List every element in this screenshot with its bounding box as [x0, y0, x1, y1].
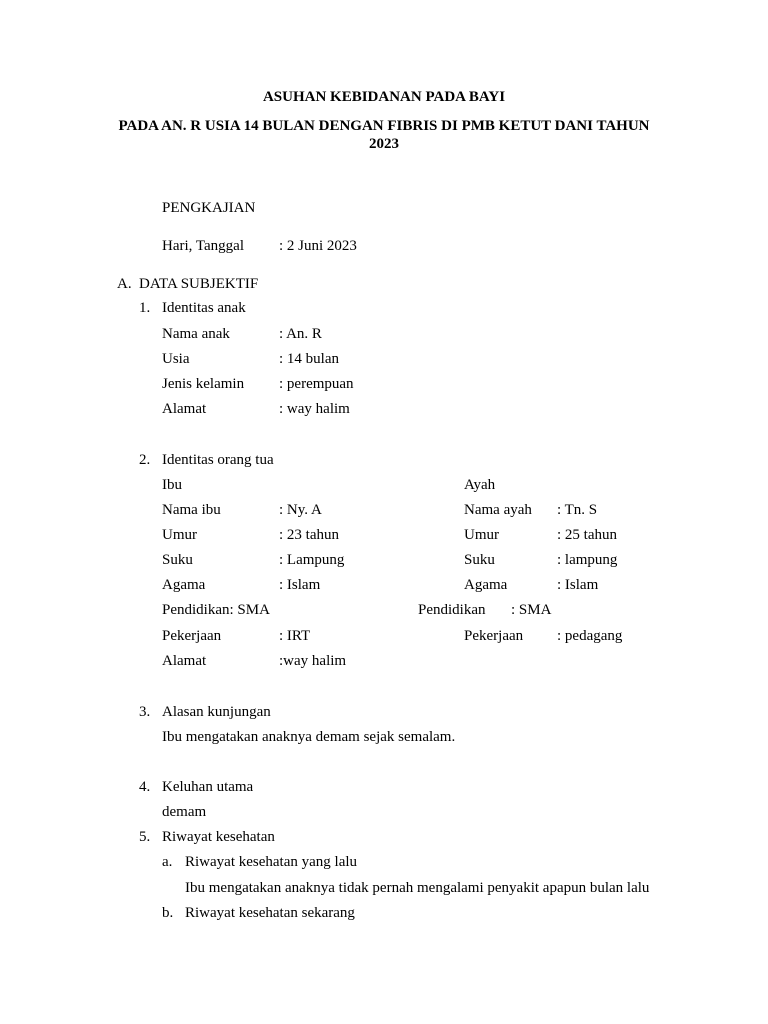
field-label: Jenis kelamin — [162, 376, 245, 392]
date-value: : 2 Juni 2023 — [279, 238, 357, 254]
field-value: : An. R — [279, 326, 322, 342]
ibu-agama-label: Agama — [162, 577, 206, 593]
document-subtitle: PADA AN. R USIA 14 BULAN DENGAN FIBRIS DI PMB KETUT DANI TAHUN — [118, 118, 650, 134]
item-5-number: 5. — [139, 829, 151, 845]
item-4-title: Keluhan utama — [162, 779, 254, 795]
subitem-a-title: Riwayat kesehatan yang lalu — [185, 854, 358, 870]
field-value: : way halim — [279, 401, 350, 417]
ayah-agama-label: Agama — [464, 577, 508, 593]
item-1-title: Identitas anak — [162, 300, 246, 316]
ayah-heading: Ayah — [464, 477, 496, 493]
ibu-suku-label: Suku — [162, 552, 193, 568]
ayah-nama-value: : Tn. S — [557, 502, 598, 518]
subitem-b-marker: b. — [162, 905, 174, 921]
ayah-umur-label: Umur — [464, 527, 499, 543]
ibu-agama-value: : Islam — [279, 577, 321, 593]
field-label: Nama anak — [162, 326, 230, 342]
ibu-pekerjaan-value: : IRT — [279, 628, 311, 644]
document-subtitle-year: 2023 — [369, 136, 399, 152]
item-3-title: Alasan kunjungan — [162, 704, 271, 720]
ibu-pendidikan: Pendidikan: SMA — [162, 602, 270, 618]
date-label: Hari, Tanggal — [162, 238, 244, 254]
pengkajian-heading: PENGKAJIAN — [162, 200, 256, 216]
item-3-number: 3. — [139, 704, 151, 720]
ibu-umur-value: : 23 tahun — [279, 527, 339, 543]
ibu-nama-label: Nama ibu — [162, 502, 221, 518]
document-title: ASUHAN KEBIDANAN PADA BAYI — [262, 89, 506, 105]
subitem-a-text: Ibu mengatakan anaknya tidak pernah mengalami penyakit apapun bulan lalu — [185, 880, 650, 896]
item-5-title: Riwayat kesehatan — [162, 829, 275, 845]
ibu-alamat-value: :way halim — [279, 653, 347, 669]
item-3-text: Ibu mengatakan anaknya demam sejak semalam. — [162, 729, 456, 745]
ayah-pekerjaan-value: : pedagang — [557, 628, 623, 644]
subitem-b-title: Riwayat kesehatan sekarang — [185, 905, 355, 921]
ayah-pekerjaan-label: Pekerjaan — [464, 628, 524, 644]
ibu-heading: Ibu — [162, 477, 182, 493]
ayah-pendidikan-value: : SMA — [511, 602, 552, 618]
field-label: Alamat — [162, 401, 207, 417]
ibu-suku-value: : Lampung — [279, 552, 345, 568]
ibu-alamat-label: Alamat — [162, 653, 207, 669]
item-2-number: 2. — [139, 452, 151, 468]
subitem-a-marker: a. — [162, 854, 173, 870]
ayah-umur-value: : 25 tahun — [557, 527, 617, 543]
ayah-nama-label: Nama ayah — [464, 502, 532, 518]
item-4-text: demam — [162, 804, 207, 820]
item-4-number: 4. — [139, 779, 151, 795]
field-value: : perempuan — [279, 376, 354, 392]
ayah-pendidikan-label: Pendidikan — [418, 602, 486, 618]
ibu-nama-value: : Ny. A — [279, 502, 322, 518]
field-value: : 14 bulan — [279, 351, 339, 367]
ayah-suku-label: Suku — [464, 552, 495, 568]
item-1-number: 1. — [139, 300, 151, 316]
ayah-suku-value: : lampung — [557, 552, 618, 568]
ayah-agama-value: : Islam — [557, 577, 599, 593]
ibu-umur-label: Umur — [162, 527, 197, 543]
section-a-marker: A. — [117, 276, 132, 292]
item-2-title: Identitas orang tua — [162, 452, 274, 468]
section-a-title: DATA SUBJEKTIF — [139, 276, 259, 292]
ibu-pekerjaan-label: Pekerjaan — [162, 628, 222, 644]
field-label: Usia — [162, 351, 190, 367]
